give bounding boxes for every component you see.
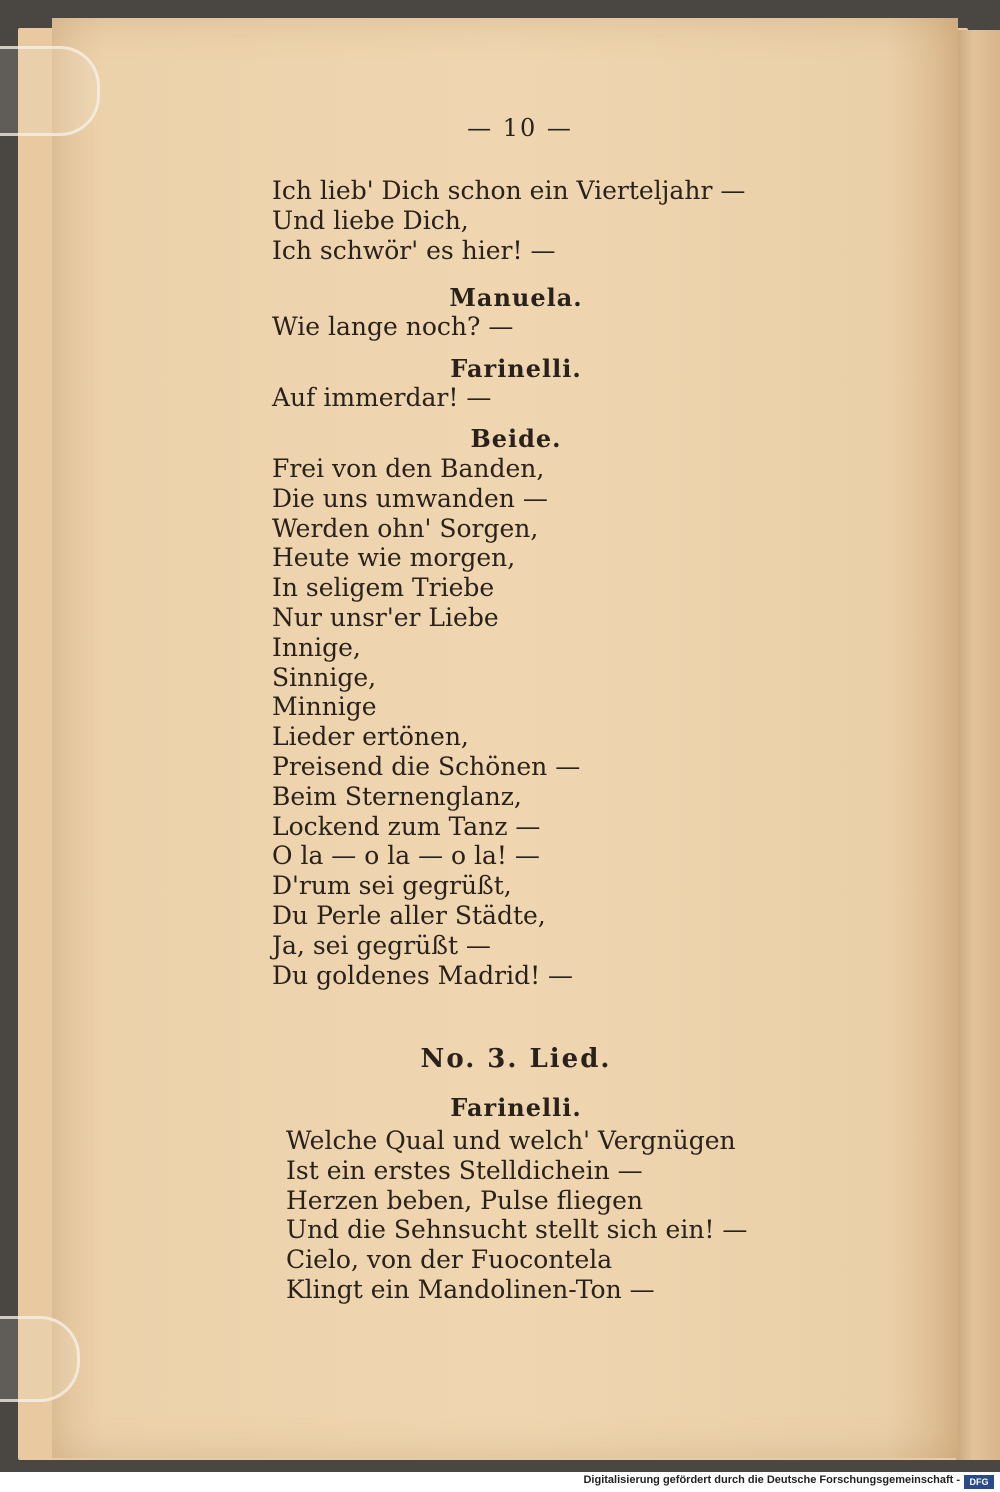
next-page-edge: [956, 30, 1000, 1460]
verse-line: Auf immerdar! —: [272, 383, 492, 412]
speaker-beide: Beide.: [470, 424, 562, 453]
verse-line: Heute wie morgen,: [272, 543, 516, 573]
verse-line: O la — o la — o la! —: [272, 841, 540, 871]
verse-line: Und die Sehnsucht stellt sich ein! —: [286, 1215, 748, 1245]
digitization-footer: [0, 1472, 1000, 1492]
verse-line: Ich schwör' es hier! —: [272, 235, 556, 265]
verse-line: Wie lange noch? —: [272, 312, 514, 341]
speaker-manuela: Manuela.: [449, 283, 583, 312]
verse-line: Klingt ein Mandolinen-Ton —: [286, 1274, 655, 1304]
verse-block-2: [272, 312, 513, 342]
verse-line: In seligem Triebe: [272, 573, 495, 603]
verse-line: Du Perle aller Städte,: [272, 900, 546, 930]
verse-line: Minnige: [272, 692, 377, 722]
verse-line: Ist ein erstes Stelldichein —: [286, 1155, 643, 1185]
speaker-farinelli-2: Farinelli.: [450, 1093, 582, 1122]
page-number: — 10 —: [467, 114, 573, 142]
verse-line: Und liebe Dich,: [272, 205, 469, 235]
speaker-farinelli: Farinelli.: [450, 354, 582, 383]
verse-line: Nur unsr'er Liebe: [272, 602, 499, 632]
verse-block-4: [272, 454, 580, 990]
verse-line: Werden ohn' Sorgen,: [272, 513, 539, 543]
verse-line: Herzen beben, Pulse fliegen: [286, 1185, 644, 1215]
verse-line: Sinnige,: [272, 662, 377, 692]
verse-line: Du goldenes Madrid! —: [272, 960, 574, 990]
footer-credit: Digitalisierung gefördert durch die Deutsche Forschungsgemeinschaft -: [583, 1474, 960, 1486]
verse-line: Ja, sei gegrüßt —: [272, 930, 491, 960]
verse-line: Frei von den Banden,: [272, 454, 545, 483]
page-clip-top: [0, 46, 100, 136]
verse-line: Ich lieb' Dich schon ein Vierteljahr —: [272, 176, 746, 205]
verse-block-3: [272, 383, 491, 413]
verse-line: Lieder ertönen,: [272, 722, 469, 752]
dfg-logo: DFG: [964, 1475, 994, 1489]
verse-block-5: [286, 1126, 747, 1305]
verse-line: Preisend die Schönen —: [272, 751, 581, 781]
verse-line: Die uns umwanden —: [272, 483, 548, 513]
verse-block-1: [272, 176, 745, 265]
verse-line: Innige,: [272, 632, 361, 662]
section-heading: No. 3. Lied.: [420, 1044, 612, 1074]
page-clip-bottom: [0, 1316, 80, 1402]
verse-line: Cielo, von der Fuocontela: [286, 1245, 613, 1275]
verse-line: Lockend zum Tanz —: [272, 811, 541, 841]
verse-line: Welche Qual und welch' Vergnügen: [286, 1126, 736, 1155]
verse-line: D'rum sei gegrüßt,: [272, 871, 512, 901]
verse-line: Beim Sternenglanz,: [272, 781, 522, 811]
